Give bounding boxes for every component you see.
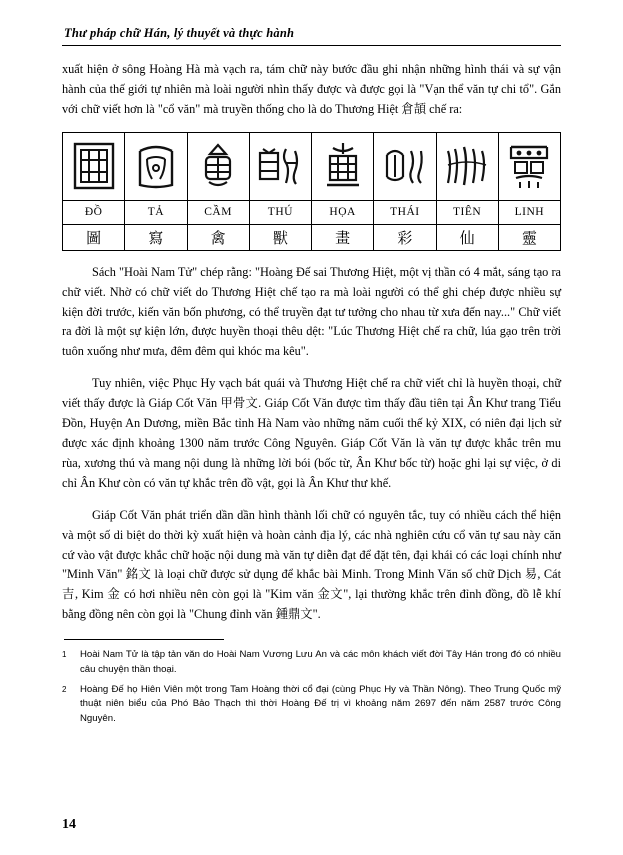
glyph-han-6: 彩 xyxy=(374,224,436,250)
glyph-name-8: LINH xyxy=(498,200,560,224)
seal-cell-5 xyxy=(312,132,374,200)
seal-cell-2 xyxy=(125,132,187,200)
footnote-2-text: Hoàng Đế họ Hiên Viên một trong Tam Hoàng thời cổ đại (cùng Phục Hy và Thần Nông). Theo Trung Quốc mỹ thuật niên biểu của Phó Bảo Thạch thì thời Hoàng Đế trị vì khoảng năm 2697 đến năm 2587 trước Công Nguyên. xyxy=(80,683,561,724)
seal-script-table xyxy=(62,132,561,251)
glyph-name-2: TẢ xyxy=(125,200,187,224)
seal-glyph-hoa xyxy=(314,135,371,197)
glyph-han-5: 畫 xyxy=(312,224,374,250)
paragraph-1: xuất hiện ở sông Hoàng Hà mà vạch ra, tám chữ này bước đầu ghi nhận những hình thái và sự vận hành của thế giới tự nhiên mà loài người nhìn thấy được và được gọi là "Vạn thể văn tự chi tổ". Gắn với chữ viết hơn là "cổ văn" mà truyền thống cho là do Thương Hiệt 倉頡 chế ra: xyxy=(62,62,561,116)
footnote-2-number: 2 xyxy=(62,684,67,694)
seal-glyph-linh xyxy=(501,135,558,197)
glyph-name-6: THÁI xyxy=(374,200,436,224)
glyph-name-3: CẦM xyxy=(187,200,249,224)
footnote-1 xyxy=(62,648,561,677)
glyph-name-1: ĐỒ xyxy=(63,200,125,224)
glyph-han-4: 獸 xyxy=(249,224,311,250)
seal-cell-7 xyxy=(436,132,498,200)
glyph-han-7: 仙 xyxy=(436,224,498,250)
seal-cell-6 xyxy=(374,132,436,200)
seal-cell-4 xyxy=(249,132,311,200)
seal-glyph-ta xyxy=(127,135,184,197)
paragraph-2: Sách "Hoài Nam Tử" chép rằng: "Hoàng Đế sai Thương Hiệt, một vị thần có 4 mắt, sáng tạo ra chữ viết. Nhờ có chữ viết do Thương Hiệt chế tạo ra mà loài người có thể ghi chép được nhiều sự kiện đời trước, kiến văn bốn phương, có thể truyền đạt tư tưởng cho nhau từ xưa đến nay..." Chữ viết ra đời là một sự kiện lớn, được huyền thoại thêu dệt: "Lúc Thương Hiệt chế ra chữ, lúa gạo trên trời tuôn xuống như mưa, đêm đêm quỉ khóc ma kêu". xyxy=(62,264,561,359)
glyph-name-4: THÚ xyxy=(249,200,311,224)
glyph-han-3: 禽 xyxy=(187,224,249,250)
footnote-separator xyxy=(64,639,224,640)
footnote-2 xyxy=(62,683,561,726)
page-header: Thư pháp chữ Hán, lý thuyết và thực hành xyxy=(64,26,295,40)
glyph-name-7: TIÊN xyxy=(436,200,498,224)
seal-glyph-thai xyxy=(376,135,433,197)
seal-glyph-tien xyxy=(439,135,496,197)
footnote-1-text: Hoài Nam Tử là tập tản văn do Hoài Nam Vương Lưu An và các môn khách viết đời Tây Hán trong đó có nhiều câu chuyện thần thoại. xyxy=(80,649,561,675)
footnote-1-number: 1 xyxy=(62,650,67,660)
seal-glyph-cam xyxy=(190,135,247,197)
glyph-han-2: 寫 xyxy=(125,224,187,250)
header-rule xyxy=(62,45,561,46)
paragraph-3: Tuy nhiên, việc Phục Hy vạch bát quái và Thương Hiệt chế ra chữ viết chỉ là huyền thoại, chữ viết thấy được là Giáp Cốt Văn 甲骨文. Giáp Cốt Văn được tìm thấy đầu tiên tại Ân Khư trang Tiểu Đồn, Huyện An Dương, miền Bắc tỉnh Hà Nam vào những năm cuối thế kỷ XIX, có niên đại lịch sử được xác định khoảng 1300 năm trước Công Nguyên. Giáp Cốt Văn là văn tự được khắc trên mu rùa, xương thú và mang nội dung là những lời bói (bốc từ, Ân Khư bốc từ) hoặc ghi lại sự việc, ở di chỉ Ân Khư còn có văn tự khắc trên đồ vật, gọi là Ân Khư thư khế. xyxy=(62,376,561,490)
table-row-han-characters xyxy=(63,224,561,250)
table-row-names xyxy=(63,200,561,224)
seal-glyph-do xyxy=(65,135,122,197)
seal-cell-3 xyxy=(187,132,249,200)
page-number: 14 xyxy=(62,817,76,832)
paragraph-4: Giáp Cốt Văn phát triển dần dần hình thành lối chữ có nguyên tắc, tuy có nhiều cách thể hiện và một số di biệt do thời kỳ xuất hiện và hoàn cảnh địa lý, các nhà nghiên cứu cổ văn tự sau này căn cứ vào vật được khắc chữ hoặc nội dung mà văn tự diễn đạt để đặt tên, đại khái có các loại chính như "Minh Văn" 銘文 là loại chữ được sử dụng để khắc bài Minh. Trong Minh Văn số chữ Dịch 易, Cát 吉, Kim 金 có hơi nhiều nên còn gọi là "Kim văn 金文", lại thường khắc trên đỉnh đồng, đồ lễ khí bằng đồng nên còn gọi là "Chung đỉnh văn 鍾鼎文". xyxy=(62,507,561,622)
glyph-name-5: HỌA xyxy=(312,200,374,224)
seal-glyph-thu xyxy=(252,135,309,197)
glyph-han-8: 靈 xyxy=(498,224,560,250)
seal-cell-8 xyxy=(498,132,560,200)
seal-cell-1 xyxy=(63,132,125,200)
table-row-seal-glyphs xyxy=(63,132,561,200)
glyph-han-1: 圖 xyxy=(63,224,125,250)
